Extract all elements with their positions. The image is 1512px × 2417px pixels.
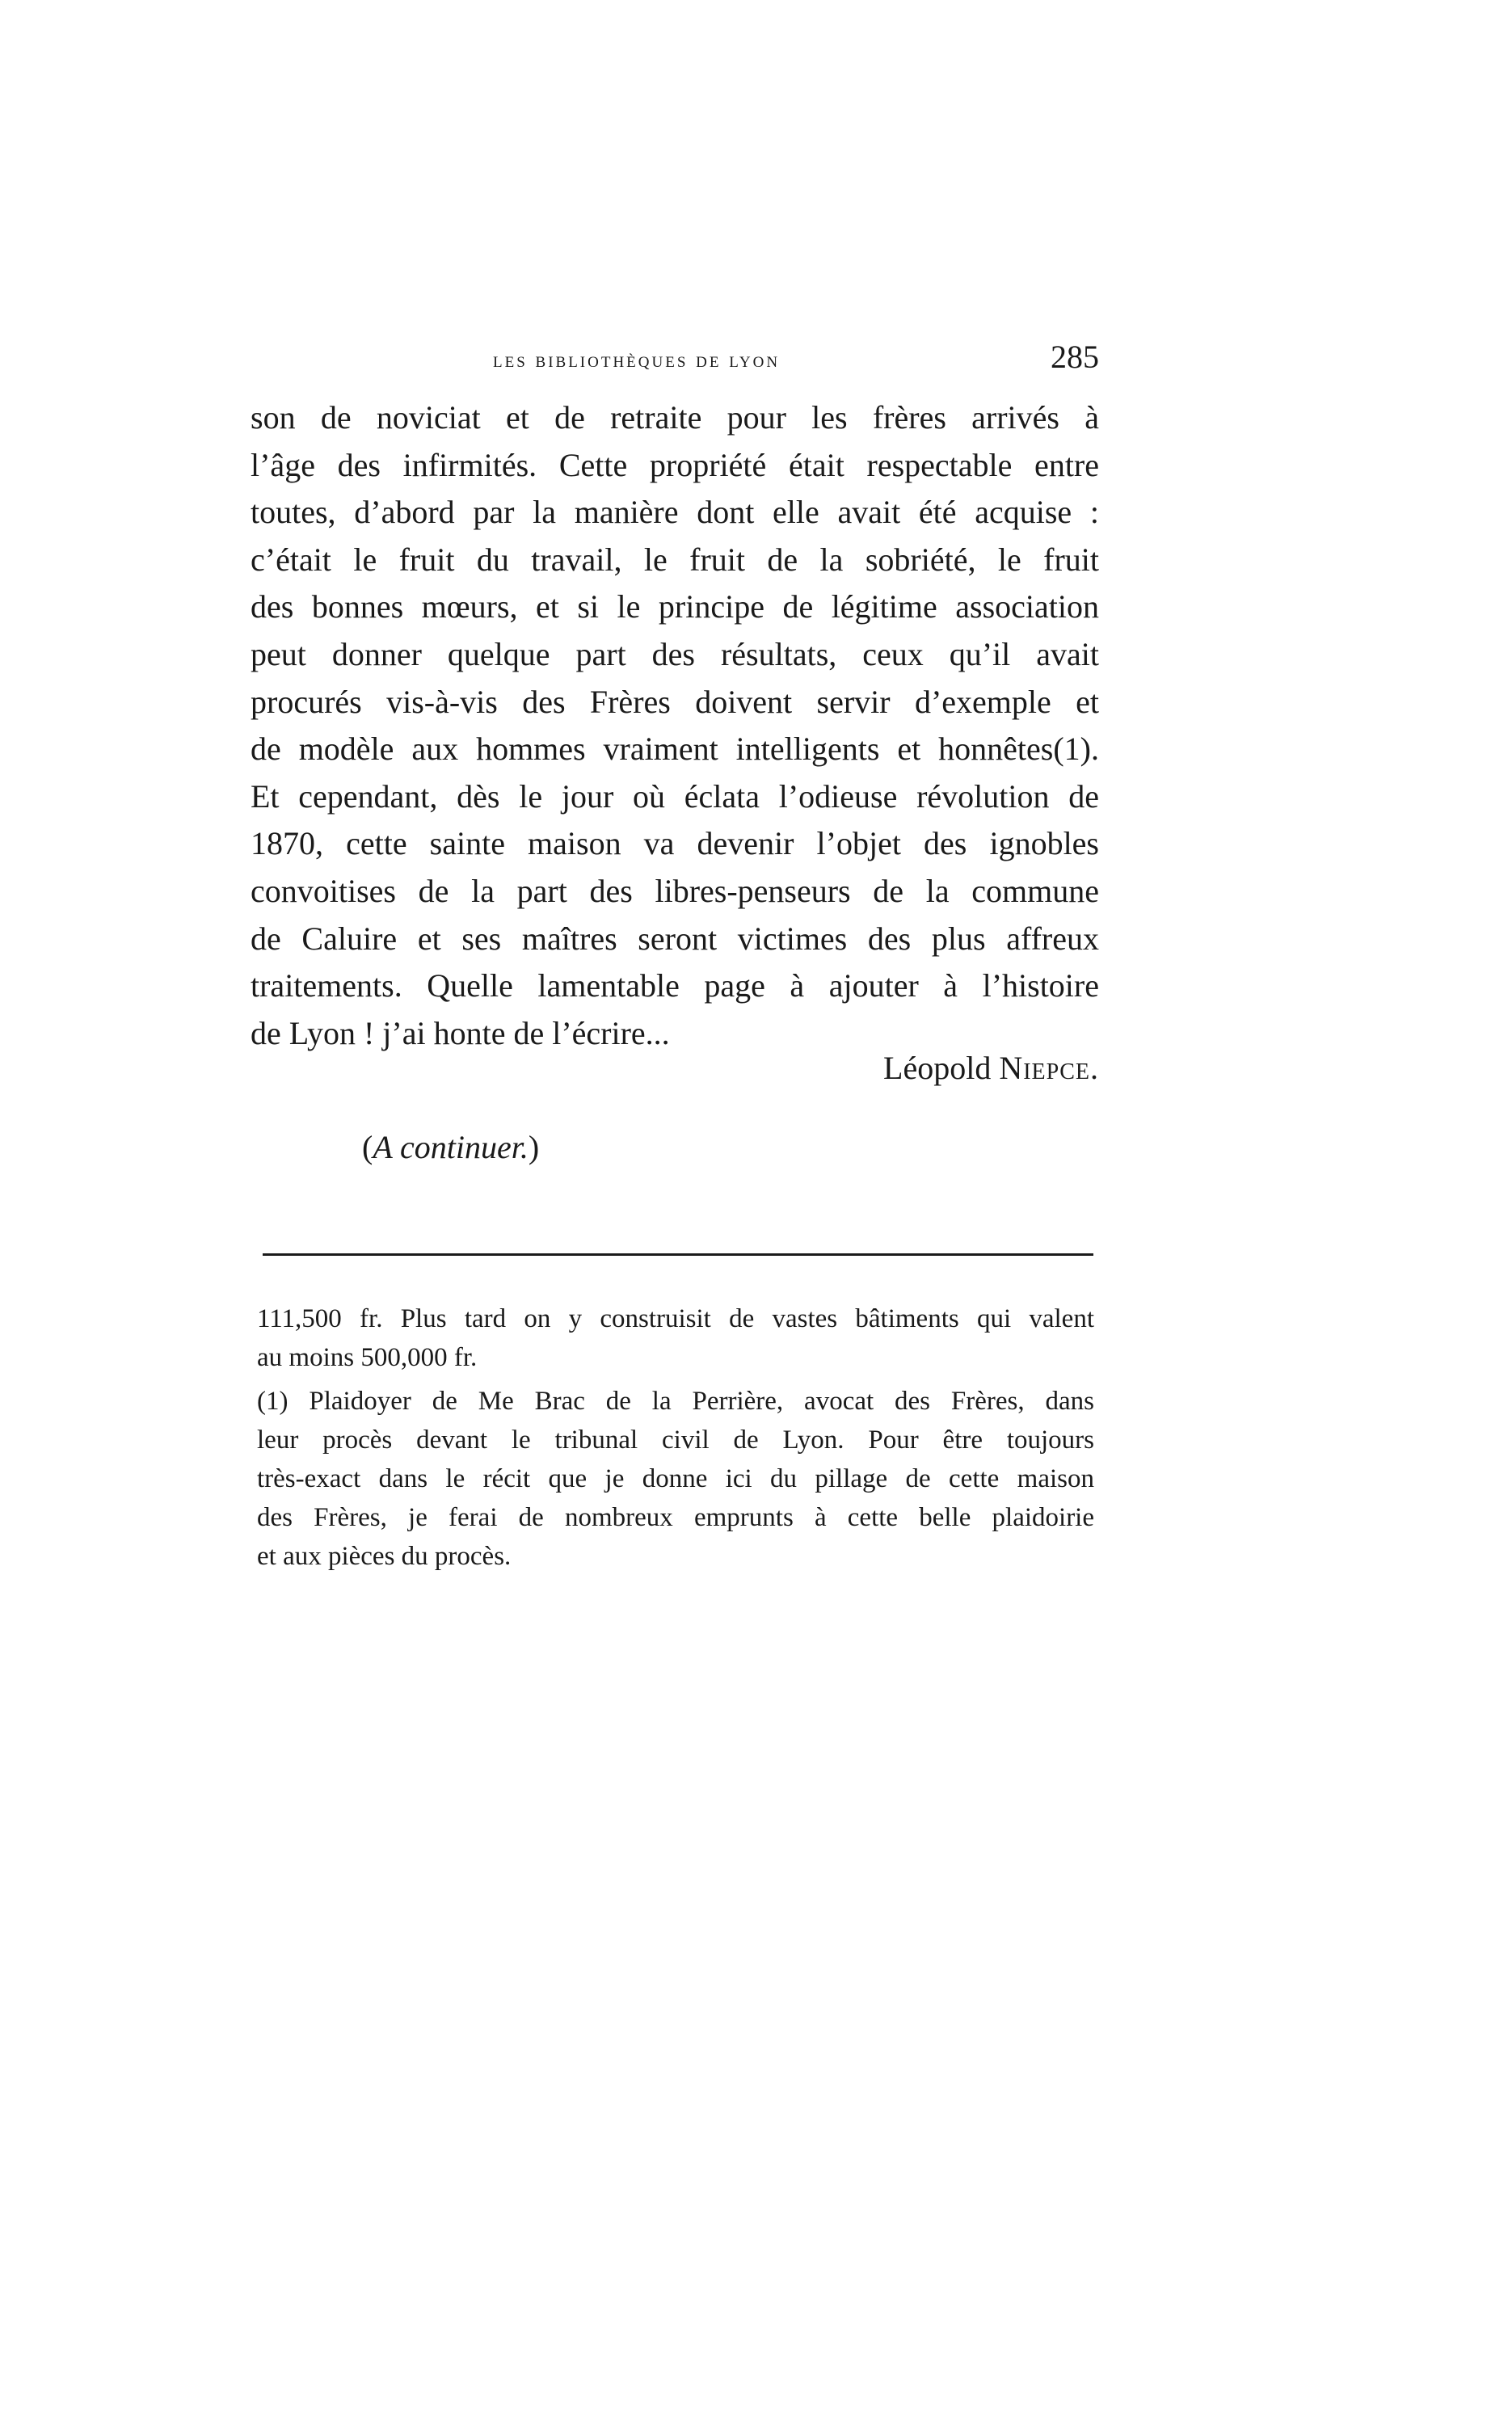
footnote-line: au moins 500,000 fr. (257, 1343, 478, 1372)
body-line: convoitises de la part des libres-penseurs de la commune (251, 872, 1099, 909)
body-line: des bonnes mœurs, et si le principe de légitime association (251, 588, 1099, 625)
body-line: l’âge des infirmités. Cette propriété était respectable entre (251, 446, 1099, 483)
footnotes (257, 1299, 1094, 1576)
footnote-line: leur procès devant le tribunal civil de Lyon. Pour être toujours (257, 1425, 1094, 1455)
body-line: Et cependant, dès le jour où éclata l’odieuse révolution de (251, 777, 1099, 815)
footnote-line: très-exact dans le récit que je donne ici du pillage de cette maison (257, 1464, 1094, 1493)
footnote-line: et aux pièces du procès. (257, 1542, 512, 1571)
running-head (251, 338, 1099, 386)
body-line: procurés vis-à-vis des Frères doivent servir d’exemple et (251, 683, 1099, 720)
footnote-line: 111,500 fr. Plus tard on y construisit de vastes bâtiments qui valent (257, 1304, 1094, 1333)
running-title: les bibliothèques de lyon (493, 347, 781, 372)
author-first-name: Léopold (883, 1050, 992, 1086)
continuation-text: A continuer. (373, 1129, 529, 1165)
to-be-continued-note (362, 1128, 539, 1166)
body-line: peut donner quelque part des résultats, ceux qu’il avait (251, 635, 1099, 672)
body-text (251, 394, 1099, 1057)
body-line: de modèle aux hommes vraiment intelligents et honnêtes(1). (251, 731, 1099, 768)
footnote-line: (1) Plaidoyer de Me Brac de la Perrière, avocat des Frères, dans (257, 1387, 1094, 1416)
body-line: 1870, cette sainte maison va devenir l’objet des ignobles (251, 825, 1099, 862)
body-line: traitements. Quelle lamentable page à ajouter à l’histoire (251, 967, 1099, 1004)
author-surname: Niepce. (999, 1050, 1099, 1086)
footnote-line: des Frères, je ferai de nombreux emprunts à cette belle plaidoirie (257, 1503, 1094, 1532)
body-line: de Caluire et ses maîtres seront victimes des plus affreux (251, 920, 1099, 957)
body-line: c’était le fruit du travail, le fruit de la sobriété, le fruit (251, 541, 1099, 578)
page-number: 285 (1051, 339, 1099, 375)
continuation-open-paren: ( (362, 1129, 373, 1165)
body-line: toutes, d’abord par la manière dont elle avait été acquise : (251, 494, 1099, 531)
continuation-close-paren: ) (528, 1129, 540, 1165)
footnote-separator-rule (263, 1253, 1093, 1256)
author-signature (883, 1049, 1099, 1087)
body-line: son de noviciat et de retraite pour les frères arrivés à (251, 399, 1099, 436)
body-line: de Lyon ! j’ai honte de l’écrire... (251, 1014, 670, 1051)
